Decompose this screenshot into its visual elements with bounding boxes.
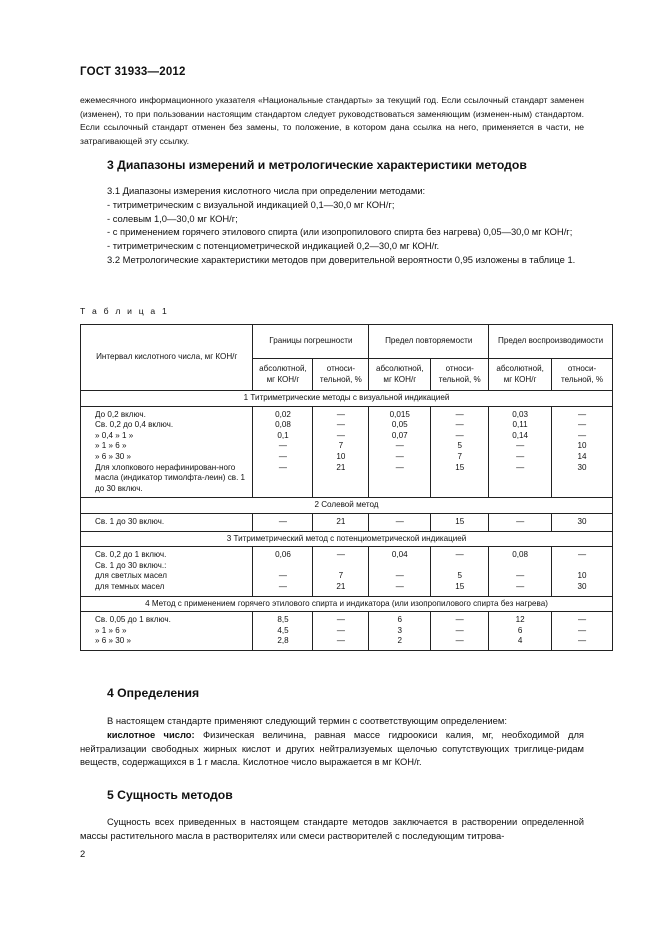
value-cell: 0,14	[489, 431, 552, 442]
value-cell: —	[552, 420, 613, 431]
interval-cell: Св. 0,2 до 0,4 включ.	[81, 420, 253, 431]
value-cell: 21	[313, 463, 369, 498]
value-cell: 30	[552, 582, 613, 596]
metrology-table	[80, 324, 613, 651]
intro-paragraph: ежемесячного информационного указателя «Национальные стандарты» за текущий год. Если ссылочный стандарт заменен (изменен), то при пользовании настоящим стандартом следует руководствоваться заменяющим (изменен-ным) стандартом. Если ссылочный стандарт отменен без замены, то положение, в котором дана ссылка на него, применяется в части, не затрагивающей эту ссылку.	[80, 95, 584, 146]
value-cell: 30	[552, 463, 613, 498]
sub-abs-header: абсолютной, мг КОН/г	[489, 359, 552, 391]
interval-cell: » 6 » 30 »	[81, 636, 253, 650]
value-cell: 0,11	[489, 420, 552, 431]
interval-cell: Для хлопкового нерафинирован-ного масла (индикатор тимолфта-леин) св. 1 до 30 включ.	[81, 463, 253, 498]
section-3-title: 3 Диапазоны измерений и метрологические характеристики методов	[107, 158, 527, 172]
value-cell: —	[552, 406, 613, 420]
sub-abs-header: абсолютной, мг КОН/г	[253, 359, 313, 391]
interval-cell: » 1 » 6 »	[81, 441, 253, 452]
value-cell: 0,02	[253, 406, 313, 420]
section-title-cell: 3 Титриметрический метод с потенциометрической индикацией	[81, 531, 613, 547]
range-item-2: - солевым 1,0—30,0 мг КОН/г;	[107, 212, 238, 224]
value-cell: 0,08	[489, 547, 552, 561]
value-cell: —	[431, 420, 489, 431]
value-cell: —	[253, 452, 313, 463]
page-number: 2	[80, 848, 86, 859]
section-4-title: 4 Определения	[107, 686, 200, 700]
value-cell: —	[552, 626, 613, 637]
section-5-text: Сущность всех приведенных в настоящем стандарте методов заключается в растворении определенной массы растительного масла в растворителях или смеси растворителей с последующим титрова-	[80, 816, 584, 841]
value-cell: 12	[489, 612, 552, 626]
value-cell: 4,5	[253, 626, 313, 637]
value-cell: —	[313, 626, 369, 637]
value-cell: —	[431, 406, 489, 420]
table-row	[81, 561, 613, 572]
interval-cell: Св. 1 до 30 включ.	[81, 513, 253, 531]
range-item-1: - титриметрическим с визуальной индикацией 0,1—30,0 мг КОН/г;	[107, 198, 395, 210]
value-cell: —	[431, 612, 489, 626]
value-cell: —	[489, 452, 552, 463]
range-item-4: - титриметрическим с потенциометрической индикацией 0,2—30,0 мг КОН/г.	[107, 240, 440, 252]
value-cell: 21	[313, 513, 369, 531]
value-cell: —	[253, 441, 313, 452]
sub-abs-header: абсолютной, мг КОН/г	[369, 359, 431, 391]
value-cell: —	[369, 582, 431, 596]
table-row	[81, 636, 613, 650]
value-cell: 5	[431, 571, 489, 582]
interval-cell: » 1 » 6 »	[81, 626, 253, 637]
table-row	[81, 463, 613, 498]
value-cell: 0,08	[253, 420, 313, 431]
value-cell: 5	[431, 441, 489, 452]
value-cell: 21	[313, 582, 369, 596]
value-cell: —	[431, 626, 489, 637]
value-cell: —	[313, 420, 369, 431]
value-cell: 4	[489, 636, 552, 650]
value-cell: 0,015	[369, 406, 431, 420]
definition-text: Физическая величина, равная массе гидроокиси калия, мг, необходимой для нейтрализации свободных жирных кислот и других нейтрализуемых щелочью сопутствующих триглице-ридам веществ, содержащихся в 1 г масла. Кислотное число выражается в мг КОН/г.	[80, 728, 584, 768]
value-cell: —	[489, 513, 552, 531]
standard-header: ГОСТ 31933—2012	[80, 66, 186, 78]
value-cell: 0,05	[369, 420, 431, 431]
value-cell: 0,07	[369, 431, 431, 442]
value-cell	[369, 561, 431, 572]
interval-cell: Св. 1 до 30 включ.:	[81, 561, 253, 572]
section-4-intro: В настоящем стандарте применяют следующий термин с соответствующим определением:	[107, 715, 507, 726]
table-row	[81, 547, 613, 561]
value-cell: —	[552, 636, 613, 650]
value-cell: 0,04	[369, 547, 431, 561]
value-cell: 15	[431, 513, 489, 531]
section-5-body	[80, 815, 584, 843]
value-cell: 0,06	[253, 547, 313, 561]
value-cell: —	[489, 571, 552, 582]
table-section-header	[81, 498, 613, 514]
value-cell: 6	[369, 612, 431, 626]
value-cell: —	[552, 612, 613, 626]
sub-rel-header: относи-тельной, %	[431, 359, 489, 391]
range-item-3: - с применением горячего этилового спирта (или изопропилового спирта без нагрева) 0,05—30,0 мг КОН/г;	[107, 226, 573, 238]
value-cell: 7	[313, 571, 369, 582]
value-cell	[313, 561, 369, 572]
table-section-header	[81, 391, 613, 407]
sub-rel-header: относи-тельной, %	[552, 359, 613, 391]
interval-cell: Св. 0,2 до 1 включ.	[81, 547, 253, 561]
value-cell: —	[253, 463, 313, 498]
col-reproducibility-header: Предел воспроизводимости	[489, 325, 613, 359]
section-3-body	[80, 184, 584, 267]
interval-cell: для светлых масел	[81, 571, 253, 582]
interval-cell: » 6 » 30 »	[81, 452, 253, 463]
value-cell: —	[369, 441, 431, 452]
value-cell	[489, 561, 552, 572]
value-cell: 7	[313, 441, 369, 452]
interval-cell: До 0,2 включ.	[81, 406, 253, 420]
value-cell: 2	[369, 636, 431, 650]
section-title-cell: 4 Метод с применением горячего этилового спирта и индикатора (или изопропилового спирта без нагрева)	[81, 596, 613, 612]
value-cell: —	[431, 547, 489, 561]
table-section-header	[81, 531, 613, 547]
interval-cell: для темных масел	[81, 582, 253, 596]
value-cell: —	[253, 571, 313, 582]
value-cell: 15	[431, 463, 489, 498]
value-cell: —	[369, 452, 431, 463]
value-cell	[253, 561, 313, 572]
interval-cell: » 0,4 » 1 »	[81, 431, 253, 442]
value-cell: 10	[313, 452, 369, 463]
defined-term: кислотное число:	[107, 728, 195, 740]
table-caption: Т а б л и ц а 1	[80, 306, 169, 316]
value-cell: —	[489, 582, 552, 596]
section-3-1-text: 3.1 Диапазоны измерения кислотного числа при определении методами:	[107, 185, 426, 196]
col-repeatability-header: Предел повторяемости	[369, 325, 489, 359]
value-cell: —	[313, 636, 369, 650]
sub-rel-header: относи-тельной, %	[313, 359, 369, 391]
value-cell: —	[253, 582, 313, 596]
table-row	[81, 406, 613, 420]
section-title-cell: 1 Титриметрические методы с визуальной индикацией	[81, 391, 613, 407]
value-cell: —	[369, 463, 431, 498]
value-cell: 2,8	[253, 636, 313, 650]
value-cell: —	[313, 547, 369, 561]
section-3-2-text: 3.2 Метрологические характеристики методов при доверительной вероятности 0,95 изложены в таблице 1.	[107, 253, 576, 265]
table-row	[81, 582, 613, 596]
col-interval-header: Интервал кислотного числа, мг КОН/г	[81, 325, 253, 391]
value-cell: —	[369, 571, 431, 582]
value-cell: —	[431, 431, 489, 442]
value-cell: 0,03	[489, 406, 552, 420]
section-5-title: 5 Сущность методов	[107, 788, 233, 802]
value-cell: —	[313, 406, 369, 420]
value-cell: —	[489, 441, 552, 452]
table-row	[81, 513, 613, 531]
table-row	[81, 420, 613, 431]
value-cell	[552, 561, 613, 572]
table-row	[81, 626, 613, 637]
interval-cell: Св. 0,05 до 1 включ.	[81, 612, 253, 626]
definition-paragraph	[80, 728, 584, 769]
section-4-body	[80, 714, 584, 769]
value-cell: 3	[369, 626, 431, 637]
value-cell: —	[552, 547, 613, 561]
value-cell: —	[253, 513, 313, 531]
value-cell: —	[431, 636, 489, 650]
table-section-header	[81, 596, 613, 612]
value-cell: 14	[552, 452, 613, 463]
col-error-bounds-header: Границы погрешности	[253, 325, 369, 359]
value-cell: 6	[489, 626, 552, 637]
value-cell: —	[369, 513, 431, 531]
value-cell: 10	[552, 571, 613, 582]
value-cell: 30	[552, 513, 613, 531]
value-cell: —	[313, 431, 369, 442]
table-row	[81, 452, 613, 463]
value-cell: —	[313, 612, 369, 626]
value-cell	[431, 561, 489, 572]
table-row	[81, 431, 613, 442]
table-row	[81, 612, 613, 626]
table-row	[81, 441, 613, 452]
value-cell: 8,5	[253, 612, 313, 626]
value-cell: 10	[552, 441, 613, 452]
value-cell: 7	[431, 452, 489, 463]
value-cell: 0,1	[253, 431, 313, 442]
value-cell: 15	[431, 582, 489, 596]
value-cell: —	[552, 431, 613, 442]
section-title-cell: 2 Солевой метод	[81, 498, 613, 514]
value-cell: —	[489, 463, 552, 498]
table-row	[81, 571, 613, 582]
